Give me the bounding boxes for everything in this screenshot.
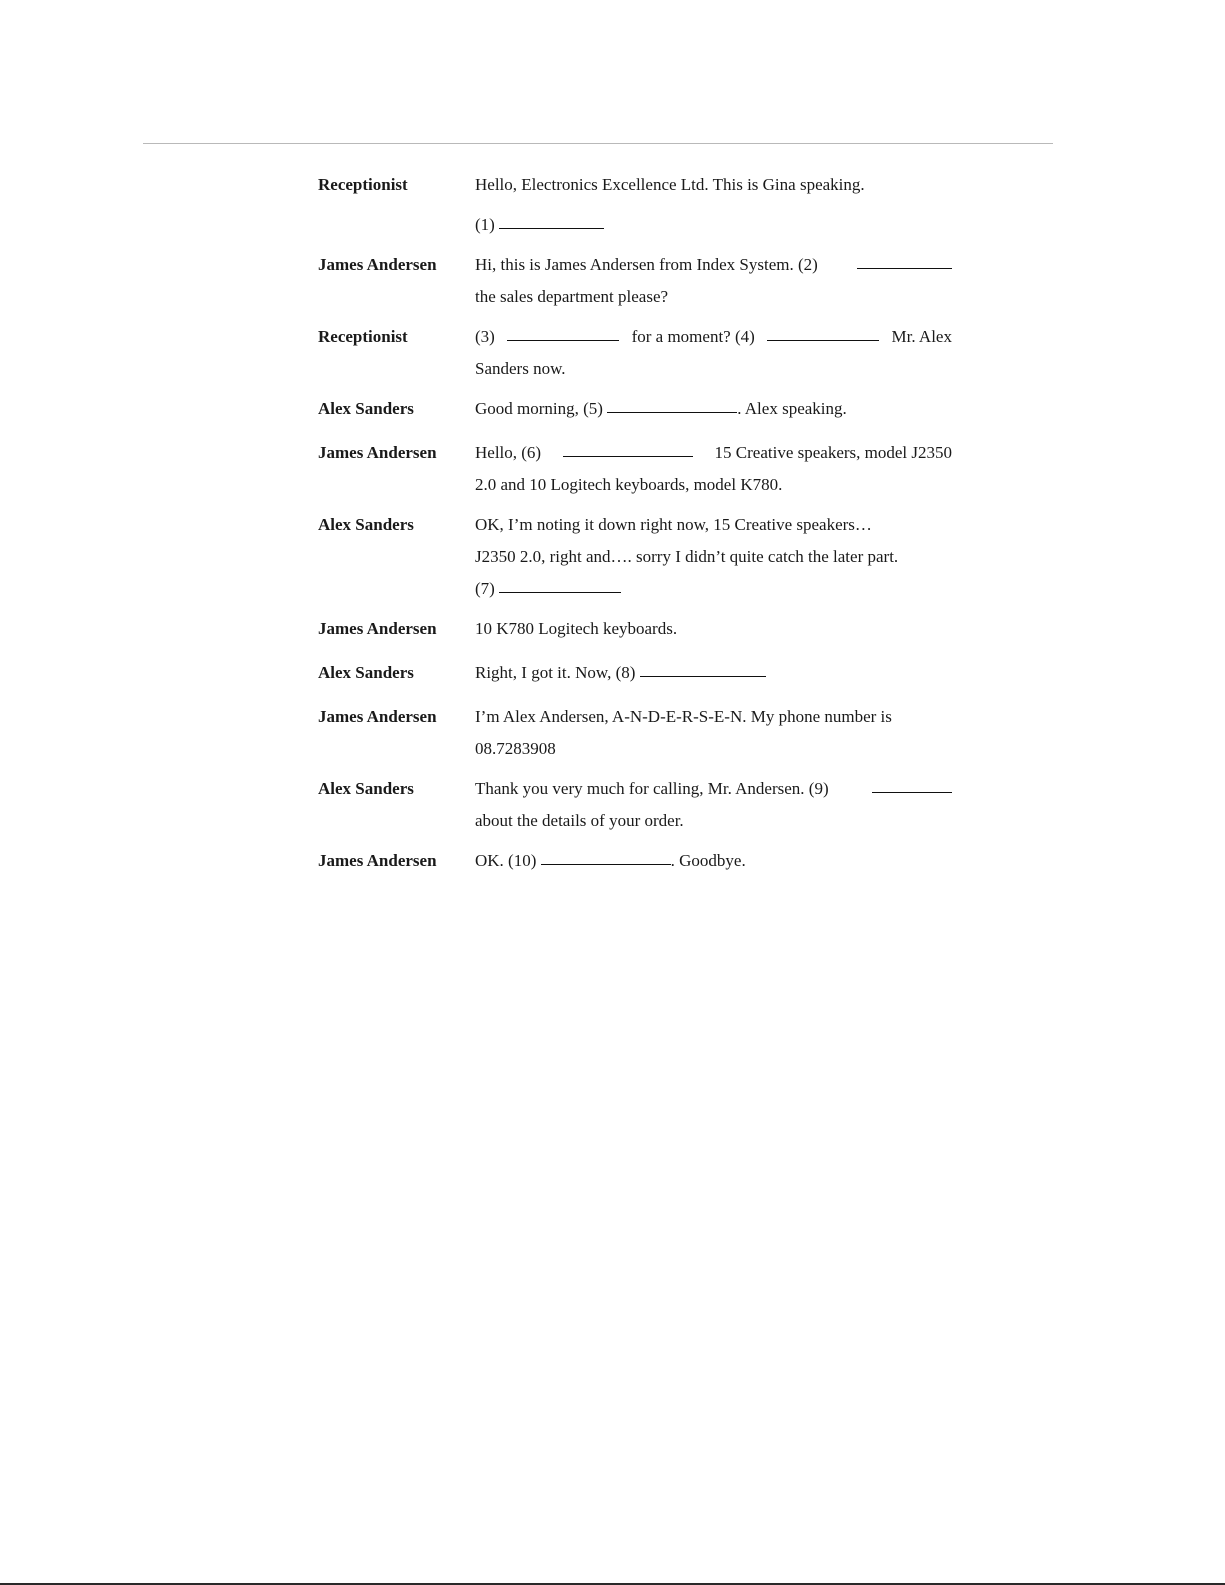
text-line bbox=[475, 701, 952, 733]
text-line bbox=[475, 805, 952, 837]
text-line bbox=[475, 353, 952, 385]
blank-4[interactable] bbox=[767, 339, 879, 341]
speaker-name: James Andersen bbox=[318, 443, 437, 462]
dialogue-turn bbox=[318, 845, 952, 877]
blank-7[interactable] bbox=[499, 591, 621, 593]
text-segment: Good morning, (5) bbox=[475, 399, 603, 418]
text-line bbox=[475, 469, 952, 501]
text-line bbox=[475, 321, 952, 353]
blank-number: (7) bbox=[475, 579, 495, 598]
blank-9[interactable] bbox=[872, 791, 952, 793]
dialogue-turn bbox=[318, 393, 952, 425]
dialogue-turn bbox=[318, 249, 952, 313]
text-line bbox=[475, 773, 952, 805]
text-segment: for a moment? (4) bbox=[631, 327, 755, 346]
turn-text bbox=[475, 773, 952, 837]
dialogue-turn bbox=[318, 613, 952, 645]
blank-6[interactable] bbox=[563, 455, 693, 457]
text-segment: 2.0 and 10 Logitech keyboards, model K780. bbox=[475, 475, 783, 494]
speaker-name: James Andersen bbox=[318, 255, 437, 274]
turn-text bbox=[475, 249, 952, 313]
turn-text bbox=[475, 509, 952, 605]
speaker-name: Alex Sanders bbox=[318, 663, 414, 682]
dialogue-turn bbox=[318, 437, 952, 501]
text-segment: the sales department please? bbox=[475, 287, 669, 306]
text-segment: OK. (10) bbox=[475, 851, 537, 870]
turn-text bbox=[475, 393, 952, 425]
text-segment: . Alex speaking. bbox=[737, 399, 847, 418]
dialogue-turn bbox=[318, 321, 952, 385]
speaker-name: Alex Sanders bbox=[318, 399, 414, 418]
text-line bbox=[475, 541, 952, 573]
text-line bbox=[475, 437, 952, 469]
turn-text bbox=[475, 169, 952, 241]
text-segment: Sanders now. bbox=[475, 359, 566, 378]
text-line bbox=[475, 573, 952, 605]
text-segment: 10 K780 Logitech keyboards. bbox=[475, 619, 678, 638]
text-segment: Hi, this is James Andersen from Index System. (2) bbox=[475, 255, 818, 274]
speaker-name: Alex Sanders bbox=[318, 515, 414, 534]
text-segment: I’m Alex Andersen, A-N-D-E-R-S-E-N. My phone number is bbox=[475, 707, 892, 726]
header-rule bbox=[143, 143, 1053, 144]
dialogue-turn bbox=[318, 701, 952, 765]
speaker-name: James Andersen bbox=[318, 619, 437, 638]
speaker-name: Receptionist bbox=[318, 175, 408, 194]
dialogue-turn bbox=[318, 773, 952, 837]
text-line bbox=[475, 209, 952, 241]
dialogue-turn bbox=[318, 657, 952, 689]
speaker-name: James Andersen bbox=[318, 851, 437, 870]
text-line bbox=[475, 509, 952, 541]
text-line bbox=[475, 281, 952, 313]
text-line bbox=[475, 169, 952, 201]
text-segment: about the details of your order. bbox=[475, 811, 684, 830]
blank-1[interactable] bbox=[499, 227, 604, 229]
text-segment: OK, I’m noting it down right now, 15 Creative speakers… bbox=[475, 515, 872, 534]
text-segment: Thank you very much for calling, Mr. Andersen. (9) bbox=[475, 779, 829, 798]
blank-number: (3) bbox=[475, 327, 495, 346]
speaker-name: James Andersen bbox=[318, 707, 437, 726]
blank-2[interactable] bbox=[857, 267, 952, 269]
blank-number: (1) bbox=[475, 215, 495, 234]
speaker-name: Receptionist bbox=[318, 327, 408, 346]
text-segment: 08.7283908 bbox=[475, 739, 556, 758]
text-segment: 15 Creative speakers, model J2350 bbox=[714, 443, 952, 462]
dialogue-turn bbox=[318, 509, 952, 605]
text-segment: J2350 2.0, right and…. sorry I didn’t quite catch the later part. bbox=[475, 547, 899, 566]
text-segment: Mr. Alex bbox=[891, 327, 952, 346]
turn-text bbox=[475, 321, 952, 385]
dialogue-turn bbox=[318, 169, 952, 241]
text-line bbox=[475, 845, 952, 877]
turn-text bbox=[475, 701, 952, 765]
text-line bbox=[475, 393, 952, 425]
text-line bbox=[475, 613, 952, 645]
text-segment: Hello, (6) bbox=[475, 443, 542, 462]
blank-10[interactable] bbox=[541, 863, 671, 865]
dialogue-table bbox=[318, 169, 952, 877]
turn-text bbox=[475, 657, 952, 689]
text-segment: Hello, Electronics Excellence Ltd. This is Gina speaking. bbox=[475, 175, 865, 194]
turn-text bbox=[475, 437, 952, 501]
text-segment: Right, I got it. Now, (8) bbox=[475, 663, 636, 682]
text-line bbox=[475, 733, 952, 765]
turn-text bbox=[475, 613, 952, 645]
blank-3[interactable] bbox=[507, 339, 619, 341]
text-line bbox=[475, 657, 952, 689]
text-line bbox=[475, 249, 952, 281]
blank-5[interactable] bbox=[607, 411, 737, 413]
speaker-name: Alex Sanders bbox=[318, 779, 414, 798]
turn-text bbox=[475, 845, 952, 877]
blank-8[interactable] bbox=[640, 675, 766, 677]
text-segment: . Goodbye. bbox=[670, 851, 746, 870]
